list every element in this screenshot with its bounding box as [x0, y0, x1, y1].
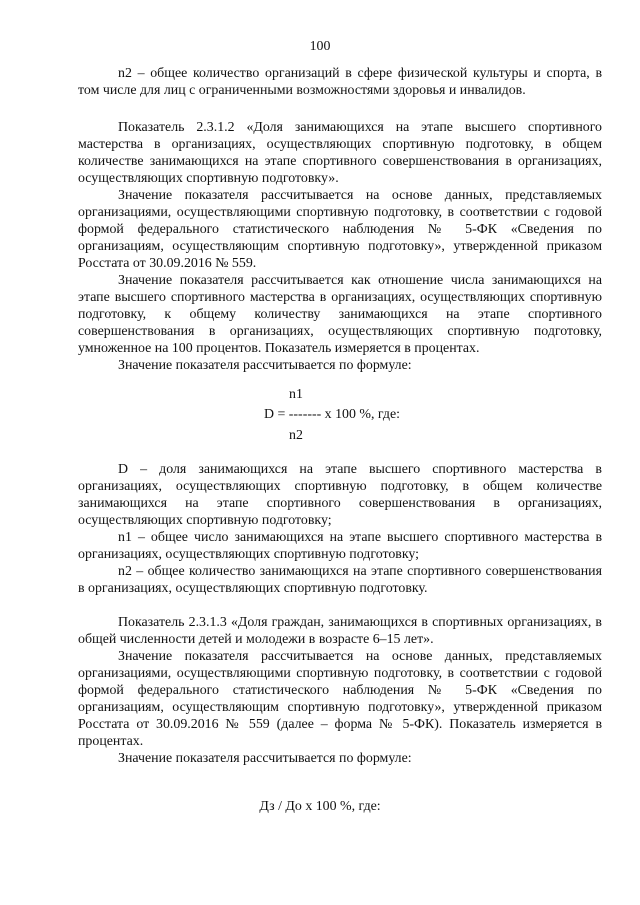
section-indicator-2-3-1-2 — [78, 119, 602, 374]
formula-dz-do: Дз / До х 100 %, где: — [259, 799, 381, 814]
paragraph-indicator-title: Показатель 2.3.1.2 «Доля занимающихся на этапе высшего спортивного мастерства в организациях, осуществляющих спортивную подготовку, в общем количестве занимающихся на этапе спортивного совершенствования в организациях, осуществляющих спортивную подготовку». — [78, 120, 602, 186]
definition-n1: n1 – общее число занимающихся на этапе высшего спортивного мастерства в организациях, осуществляющих спортивную подготовку; — [78, 530, 602, 562]
formula-numerator: n1 — [289, 387, 303, 402]
paragraph-indicator-title: Показатель 2.3.1.3 «Доля граждан, занимающихся в спортивных организациях, в общей численности детей и молодежи в возрасте 6–15 лет». — [78, 615, 602, 647]
paragraph-data-source: Значение показателя рассчитывается на основе данных, представляемых организациями, осуществляющими спортивную подготовку, в соответствии с годовой формой федерального статистического наблюдения № 5-ФК «Сведения по организациям, осуществляющим спортивную подготовку», утвержденной приказом Росстата от 30.09.2016 № 559. — [78, 188, 602, 271]
paragraph-formula-intro: Значение показателя рассчитывается по формуле: — [118, 358, 412, 373]
formula-expression: D = ------- х 100 %, где: — [264, 407, 401, 422]
section-indicator-2-3-1-3 — [78, 614, 602, 767]
page-number: 100 — [309, 39, 331, 54]
paragraph-data-source: Значение показателя рассчитывается на основе данных, представляемых организациями, осуществляющими спортивную подготовку, в соответствии с годовой формой федерального статистического наблюдения № 5-ФК «Сведения по организациям, осуществляющим спортивную подготовку», утвержденной приказом Росстата от 30.09.2016 № 559 (далее – форма № 5-ФК). Показатель измеряется в процентах. — [78, 649, 602, 749]
paragraph-n2-definition-top — [78, 65, 602, 99]
paragraph-calculation: Значение показателя рассчитывается как отношение числа занимающихся на этапе высшего спортивного мастерства в организациях, осуществляющих спортивную подготовку, к общему количеству занимающихся на этапе спортивного совершенствования в организациях, осуществляющих спортивную подготовку, умноженное на 100 процентов. Показатель измеряется в процентах. — [78, 273, 602, 356]
paragraph-formula-intro: Значение показателя рассчитывается по формуле: — [118, 751, 412, 766]
section-formula-definitions — [78, 461, 602, 597]
paragraph: n2 – общее количество организаций в сфере физической культуры и спорта, в том числе для лиц с ограниченными возможностями здоровья и инвалидов. — [78, 66, 602, 98]
definition-n2: n2 – общее количество занимающихся на этапе спортивного совершенствования в организациях, осуществляющих спортивную подготовку. — [78, 564, 602, 596]
formula-denominator: n2 — [289, 428, 303, 443]
definition-d: D – доля занимающихся на этапе высшего спортивного мастерства в организациях, осуществляющих спортивную подготовку, в общем количестве занимающихся на этапе спортивного совершенствования в организациях, осуществляющих спортивную подготовку; — [78, 462, 602, 528]
